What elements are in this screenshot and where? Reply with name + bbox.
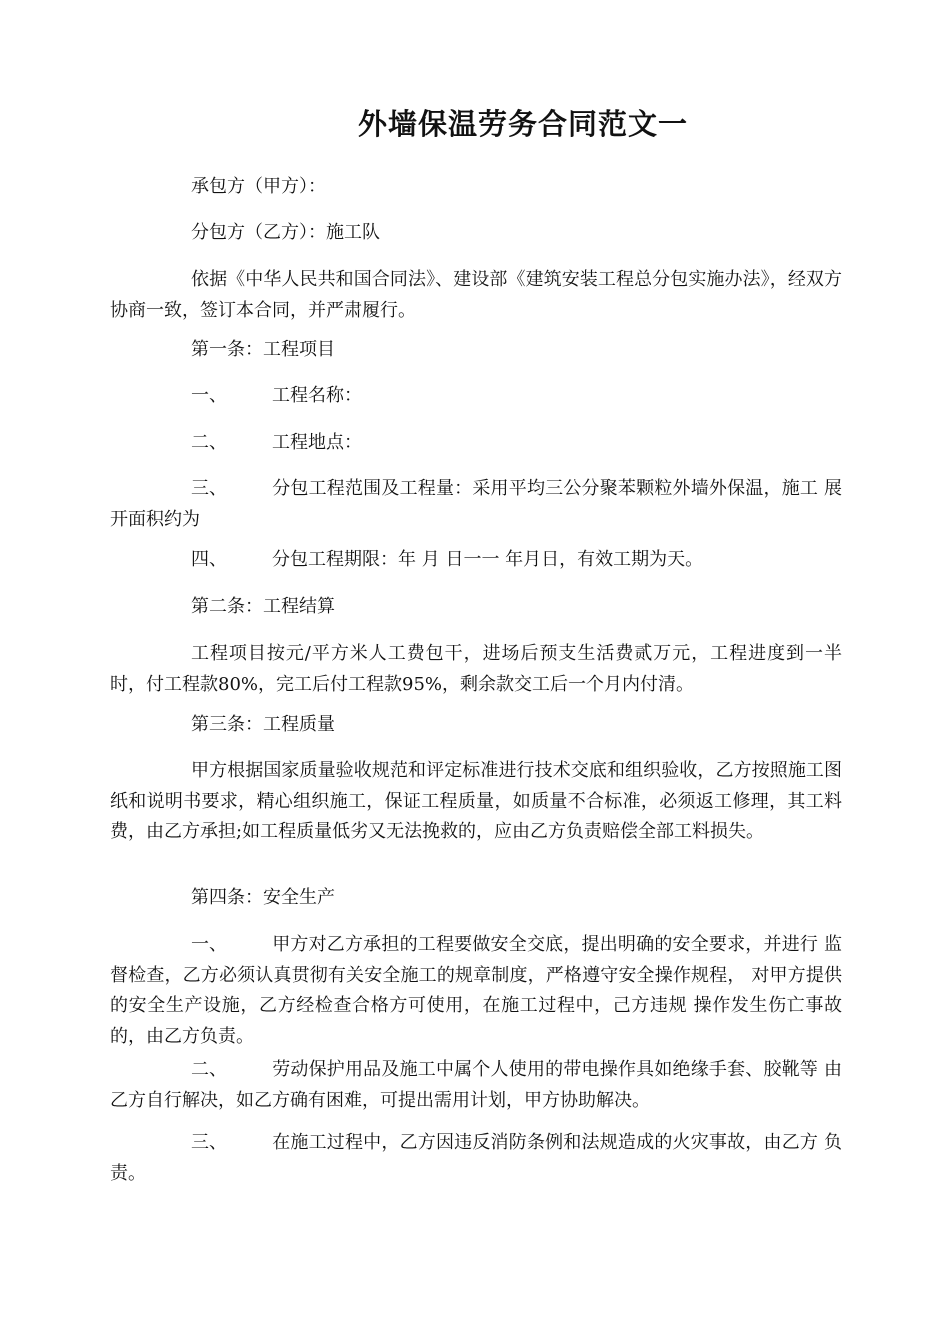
article-1-item-1 <box>110 381 842 412</box>
article-2-paragraph: 工程项目按元/平方米人工费包干，进场后预支生活费贰万元，工程进度到一半时，付工程款80%，完工后付工程款95%，剩余款交工后一个月内付清。 <box>110 643 842 695</box>
article-4-item-1 <box>110 930 842 1052</box>
article-1-heading: 第一条：工程项目 <box>191 339 335 360</box>
item-text: 在施工过程中，乙方因违反消防条例和法规造成的火灾事故，由乙方 负责。 <box>110 1132 842 1184</box>
article-1-item-4 <box>110 545 842 576</box>
article-4-item-2 <box>110 1055 842 1116</box>
intro-paragraph: 依据《中华人民共和国合同法》、建设部《建筑安装工程总分包实施办法》，经双方协商一致，签订本合同，并严肃履行。 <box>110 269 842 321</box>
item-number: 二、 <box>191 432 227 453</box>
party-b-line: 分包方（乙方）：施工队 <box>191 222 380 243</box>
article-4-item-3 <box>110 1128 842 1189</box>
item-text: 工程名称： <box>272 385 362 406</box>
item-text: 劳动保护用品及施工中属个人使用的带电操作具如绝缘手套、胶靴等 由乙方自行解决，如乙方确有困难，可提出需用计划，甲方协助解决。 <box>110 1059 842 1111</box>
item-text: 分包工程范围及工程量：采用平均三公分聚苯颗粒外墙外保温，施工 展开面积约为 <box>110 478 842 530</box>
item-number: 四、 <box>191 549 227 570</box>
article-3-heading: 第三条：工程质量 <box>191 714 335 735</box>
item-number: 三、 <box>191 1132 227 1153</box>
item-number: 二、 <box>191 1059 227 1080</box>
article-4-heading: 第四条：安全生产 <box>191 887 335 908</box>
item-text: 甲方对乙方承担的工程要做安全交底，提出明确的安全要求，并进行 监督检查，乙方必须认真贯彻有关安全施工的规章制度，严格遵守安全操作规程， 对甲方提供的安全生产设施，乙方经检查合格方可使用，在施工过程中，己方违规 操作发生伤亡事故的，由乙方负责。 <box>110 934 842 1047</box>
page-title: 外墙保温劳务合同范文一 <box>357 107 688 141</box>
item-text: 工程地点： <box>272 432 362 453</box>
article-3-paragraph: 甲方根据国家质量验收规范和评定标准进行技术交底和组织验收，乙方按照施工图纸和说明书要求，精心组织施工，保证工程质量，如质量不合标准，必须返工修理，其工料费，由乙方承担;如工程质量低劣又无法挽救的，应由乙方负责赔偿全部工料损失。 <box>110 760 842 842</box>
item-text: 分包工程期限：年 月 日一一 年月日，有效工期为天。 <box>272 549 704 570</box>
article-1-item-3 <box>110 474 842 535</box>
item-number: 三、 <box>191 478 227 499</box>
item-number: 一、 <box>191 934 227 955</box>
article-2-heading: 第二条：工程结算 <box>191 596 335 617</box>
party-a-line: 承包方（甲方）： <box>191 176 326 197</box>
article-1-item-2 <box>110 428 842 459</box>
item-number: 一、 <box>191 385 227 406</box>
